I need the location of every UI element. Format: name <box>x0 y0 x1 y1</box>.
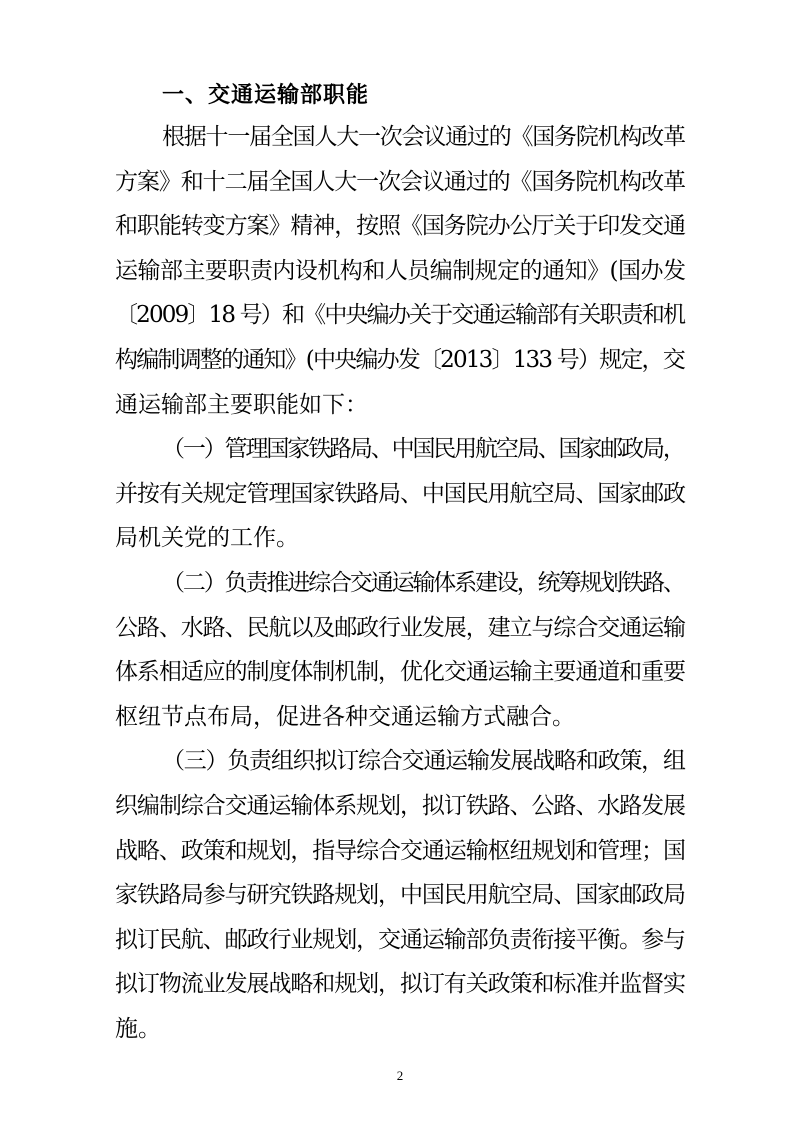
paragraph-line: （三）负责组织拟订综合交通运输发展战略和政策，组 <box>162 748 685 774</box>
paragraph-line: 运输部主要职责内设机构和人员编制规定的通知》(国办发 <box>115 258 686 284</box>
paragraph-line: （二）负责推进综合交通运输体系建设，统筹规划铁路、 <box>162 570 684 596</box>
paragraph-line: 通运输部主要职能如下： <box>115 392 368 418</box>
paragraph-line: 方案》和十二届全国人大一次会议通过的《国务院机构改革 <box>115 169 685 195</box>
paragraph-line: 拟订物流业发展战略和规划，拟订有关政策和标准并监督实 <box>115 971 685 997</box>
paragraph-line: 家铁路局参与研究铁路规划，中国民用航空局、国家邮政局 <box>115 882 685 908</box>
paragraph-line: 公路、水路、民航以及邮政行业发展，建立与综合交通运输 <box>115 615 685 641</box>
paragraph-line: 战略、政策和规划，指导综合交通运输枢纽规划和管理；国 <box>115 838 685 864</box>
paragraph-line: （一）管理国家铁路局、中国民用航空局、国家邮政局， <box>162 436 684 462</box>
paragraph-line: 〔2009〕18 号）和《中央编办关于交通运输部有关职责和机 <box>115 302 685 328</box>
paragraph-line: 枢纽节点布局，促进各种交通运输方式融合。 <box>115 704 575 730</box>
paragraph-line: 并按有关规定管理国家铁路局、中国民用航空局、国家邮政 <box>115 481 685 507</box>
section-heading: 一、交通运输部职能 <box>162 83 370 108</box>
paragraph-line: 拟订民航、邮政行业规划，交通运输部负责衔接平衡。参与 <box>115 927 685 953</box>
paragraph-line: 局机关党的工作。 <box>115 525 299 551</box>
paragraph-line: 体系相适应的制度体制机制，优化交通运输主要通道和重要 <box>115 659 685 685</box>
paragraph-line: 根据十一届全国人大一次会议通过的《国务院机构改革 <box>162 124 685 150</box>
paragraph-line: 和职能转变方案》精神，按照《国务院办公厅关于印发交通 <box>115 213 685 239</box>
paragraph-line: 构编制调整的通知》(中央编办发〔2013〕133 号）规定，交 <box>115 347 684 373</box>
paragraph-line: 施。 <box>115 1016 161 1042</box>
page-number: 2 <box>396 1068 404 1083</box>
paragraph-line: 织编制综合交通运输体系规划，拟订铁路、公路、水路发展 <box>115 793 685 819</box>
